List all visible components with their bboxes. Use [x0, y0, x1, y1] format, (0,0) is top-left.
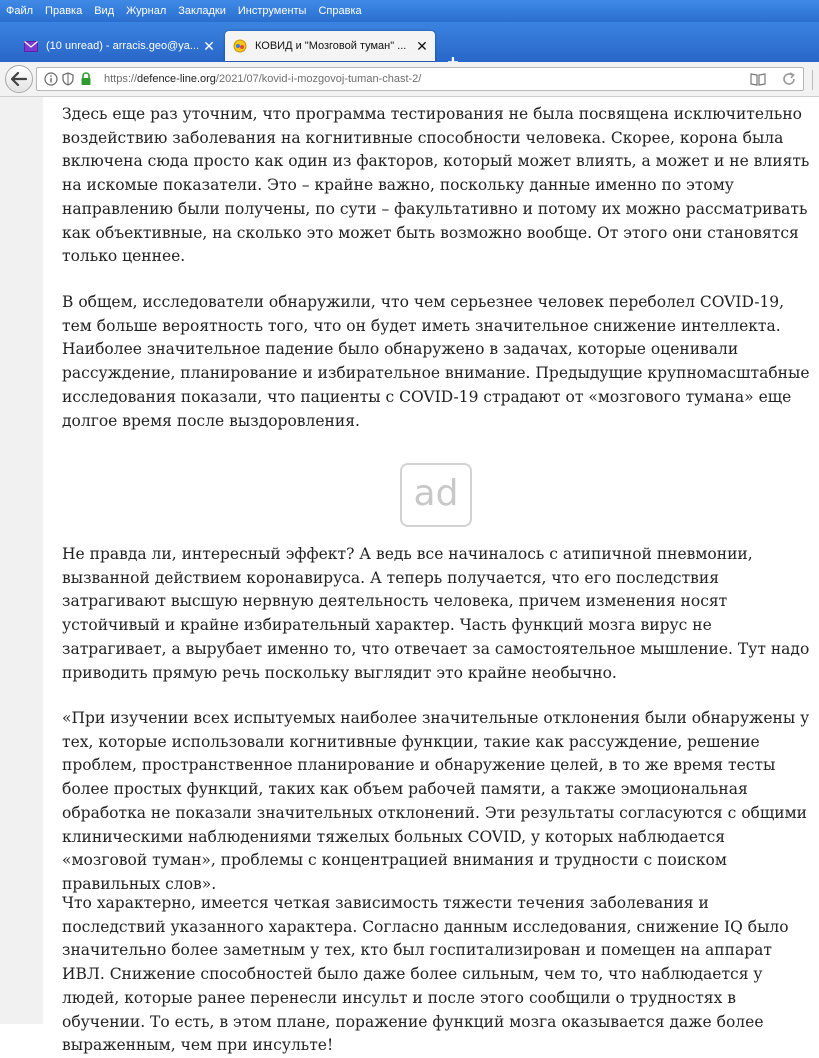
toolbar-edge — [812, 70, 819, 90]
back-arrow-icon — [11, 72, 27, 86]
address-bar[interactable] — [36, 67, 804, 91]
tab-article-close-icon[interactable]: ✕ — [416, 37, 428, 54]
article-paragraph-3: Не правда ли, интересный эффект? А ведь все начиналось с атипичной пневмонии, вызванной действием коронавируса. А теперь получается, что его последствия затрагивают высшую нервную деятельность человека, причем изменения носят устойчивый и крайне избирательный характер. Часть функций мозга вирус не затрагивает, а вырубает именно то, что отвечает за самостоятельное мышление. Тут надо приводить прямую речь поскольку выглядит это крайне необычно. — [62, 545, 810, 682]
site-favicon — [233, 39, 247, 53]
article-paragraph-5: Что характерно, имеется четкая зависимость тяжести течения заболевания и последствий указанного характера. Согласно данным исследования, снижение IQ было значительно более заметным у тех, кто был госпитализирован и помещен на аппарат ИВЛ. Снижение способностей было даже более сильным, чем то, что наблюдается у людей, которые ранее перенесли инсульт и после этого сообщили о трудностях в обучении. То есть, в этом плане, поражение функций мозга оказывается даже более выраженным, чем при инсульте! — [62, 894, 789, 1055]
page-viewport — [0, 97, 819, 1055]
tab-mail[interactable] — [16, 31, 222, 61]
menu-bookmarks[interactable]: Закладки — [178, 5, 226, 17]
menu-file[interactable]: Файл — [6, 5, 34, 17]
tab-article-title: КОВИД и "Мозговой туман" ... — [255, 40, 407, 52]
menu-view[interactable]: Вид — [94, 5, 115, 17]
tab-mail-title: (10 unread) - arracis.geo@ya... — [46, 40, 200, 52]
menu-edit[interactable]: Правка — [45, 5, 83, 17]
menu-tools[interactable]: Инструменты — [237, 5, 307, 17]
mail-icon — [24, 39, 38, 53]
tab-article[interactable] — [225, 31, 435, 61]
back-button[interactable] — [5, 65, 33, 93]
reload-icon[interactable] — [782, 72, 796, 86]
article-paragraph-1: Здесь еще раз уточним, что программа тестирования не была посвящена исключительно воздействию заболевания на когнитивные способности человека. Скорее, корона была включена сюда просто как один из факторов, который может влиять, а может и не влиять на искомые показатели. Это – крайне важно, поскольку данные именно по этому направлению были получены, по сути – факультативно и потому их можно рассматривать как объективные, на сколько это может быть возможно вообще. От этого они становятся только ценнее. — [62, 105, 810, 266]
navigation-bar — [0, 62, 819, 97]
menu-help[interactable]: Справка — [318, 5, 362, 17]
menu-history[interactable]: Журнал — [126, 5, 167, 17]
article-paragraph-2: В общем, исследователи обнаружили, что чем серьезнее человек переболел COVID-19, тем больше вероятность того, что он будет иметь значительное снижение интеллекта. Наиболее значительное падение было обнаружено в задачах, которые оценивали рассуждение, планирование и избирательное внимание. Предыдущие крупномасштабные исследования показали, что пациенты с COVID-19 страдают от «мозгового тумана» еще долгое время после выздоровления. — [62, 293, 810, 430]
ad-placeholder[interactable]: ad — [400, 463, 472, 527]
info-icon[interactable] — [44, 72, 58, 86]
menu-bar — [0, 0, 819, 22]
shield-icon[interactable] — [62, 72, 74, 86]
reader-view-icon[interactable] — [750, 72, 766, 86]
tab-mail-close-icon[interactable]: ✕ — [203, 37, 215, 54]
url-text[interactable]: https://defence-line.org/2021/07/kovid-i-mozgovoj-tuman-chast-2/ — [104, 73, 422, 85]
article-body — [43, 97, 819, 1055]
tab-bar — [0, 22, 819, 62]
article-paragraph-4: «При изучении всех испытуемых наиболее значительные отклонения были обнаружены у тех, которые использовали когнитивные функции, такие как рассуждение, решение проблем, пространственное планирование и обнаружение целей, в то же время тесты более простых функций, таких как объем рабочей памяти, а также эмоциональная обработка не показали значительных отклонений. Эти результаты согласуются с общими клиническими наблюдениями тяжелых больных COVID, у которых наблюдается «мозговой туман», проблемы с концентрацией внимания и трудности с поиском правильных слов». — [62, 709, 810, 893]
lock-icon[interactable] — [80, 72, 92, 86]
